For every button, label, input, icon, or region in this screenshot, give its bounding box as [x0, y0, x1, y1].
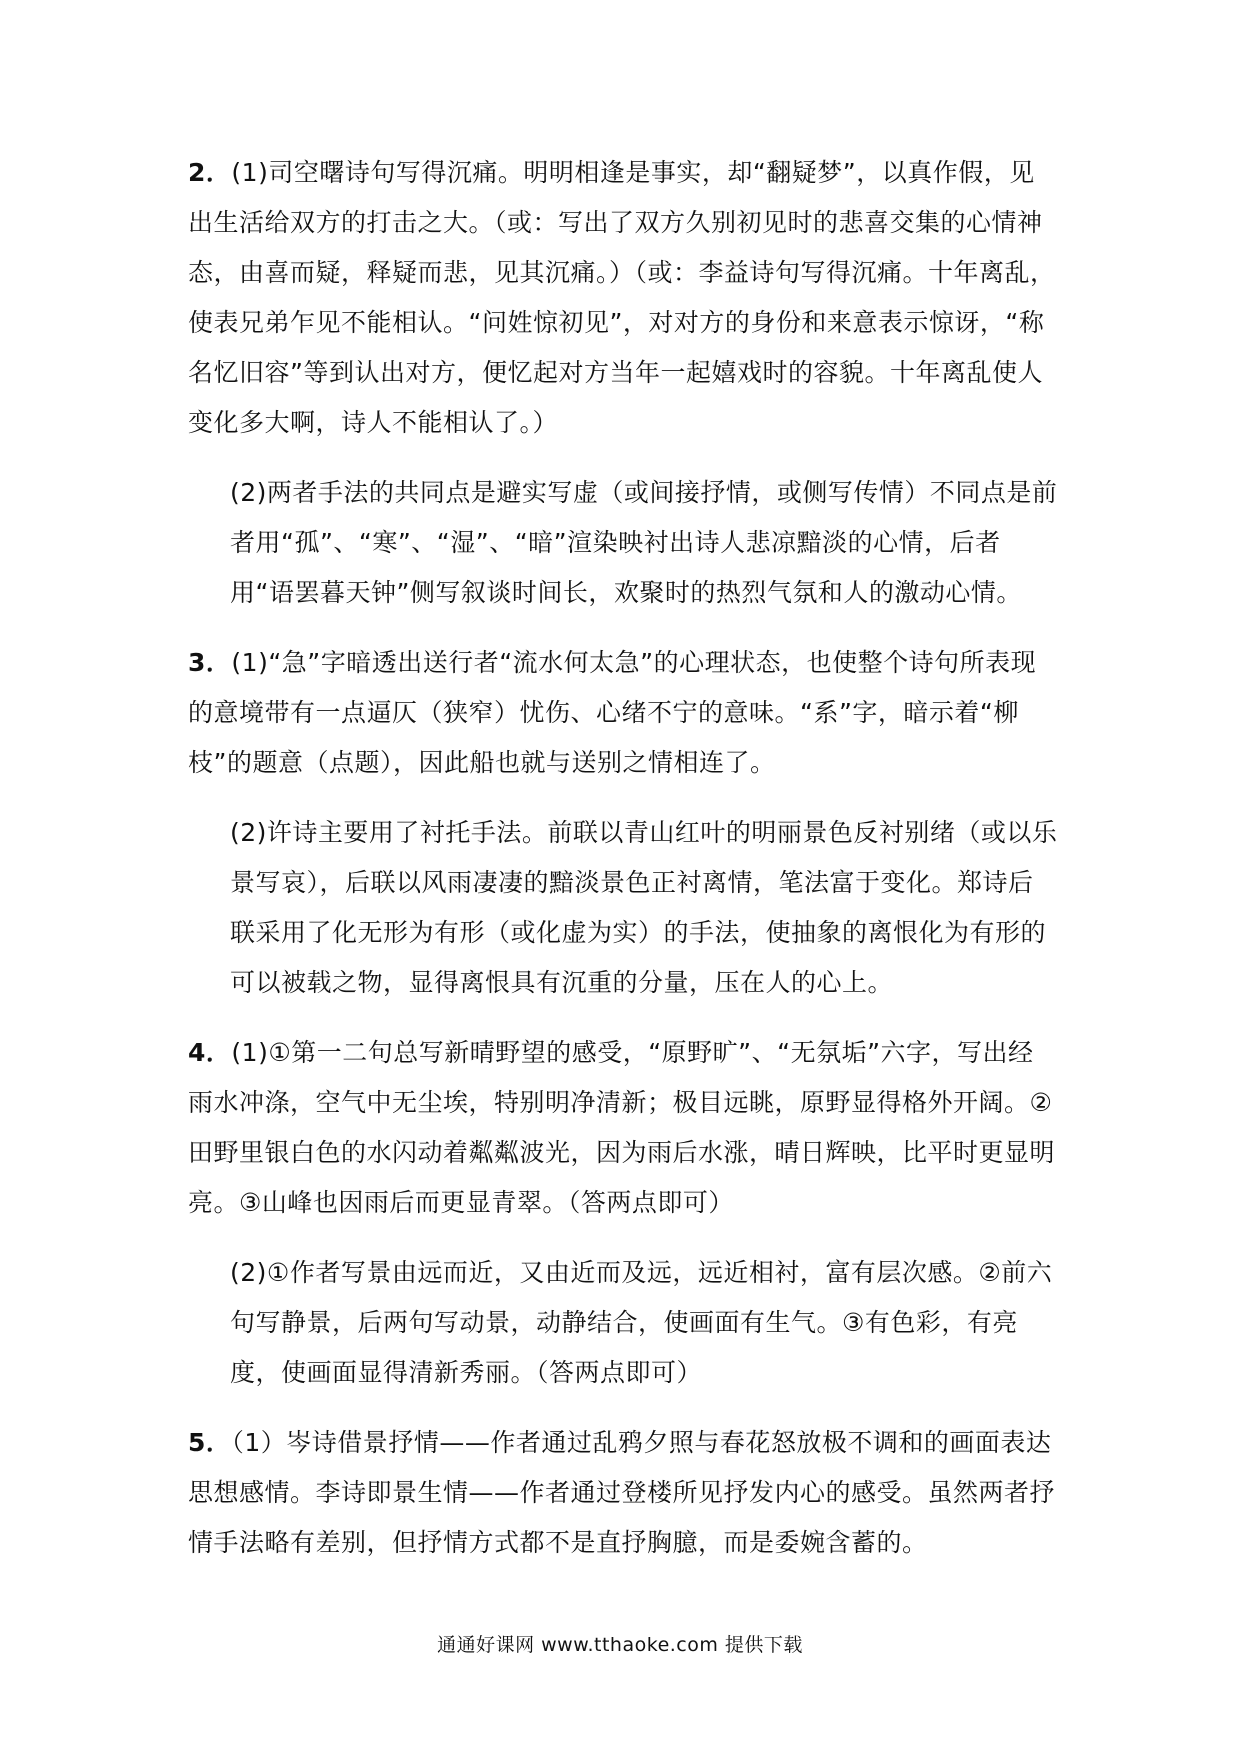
answer-5-number: 5． [188, 1428, 232, 1457]
answer-4-part-1-text: (1)①第一二句总写新晴野望的感受，“原野旷”、“无氛垢”六字，写出经雨水冲涤，空气中无尘埃，特别明净清新；极目远眺，原野显得格外开阔。②田野里银白色的水闪动着粼粼波光，因为雨后水涨，晴日辉映，比平时更显明亮。③山峰也因雨后而更显青翠。（答两点即可） [188, 1038, 1056, 1217]
answer-4-number: 4． [188, 1038, 232, 1067]
answer-2-part-1-text: (1)司空曙诗句写得沉痛。明明相逢是事实，却“翻疑梦”，以真作假，见出生活给双方的打击之大。（或：写出了双方久别初见时的悲喜交集的心情神态，由喜而疑，释疑而悲，见其沉痛。）（或：李益诗句写得沉痛。十年离乱，使表兄弟乍见不能相认。“问姓惊初见”，对对方的身份和来意表示惊讶，“称名忆旧容”等到认出对方，便忆起对方当年一起嬉戏时的容貌。十年离乱使人变化多大啊，诗人不能相认了。） [188, 158, 1056, 437]
answer-5-part-1 [188, 1418, 1058, 1568]
answer-3-part-2: (2)许诗主要用了衬托手法。前联以青山红叶的明丽景色反衬别绪（或以乐景写哀），后联以风雨凄凄的黯淡景色正衬离情，笔法富于变化。郑诗后联采用了化无形为有形（或化虚为实）的手法，使抽象的离恨化为有形的可以被载之物，显得离恨具有沉重的分量，压在人的心上。 [230, 818, 1058, 997]
answer-2-part-2: (2)两者手法的共同点是避实写虚（或间接抒情，或侧写传情）不同点是前者用“孤”、“寒”、“湿”、“暗”渲染映衬出诗人悲凉黯淡的心情，后者用“语罢暮天钟”侧写叙谈时间长，欢聚时的热烈气氛和人的激动心情。 [230, 478, 1058, 607]
answer-4-part-2: (2)①作者写景由远而近，又由近而及远，远近相衬，富有层次感。②前六句写静景，后两句写动景，动静结合，使画面有生气。③有色彩，有亮度，使画面显得清新秀丽。（答两点即可） [230, 1258, 1053, 1387]
answer-2-number: 2． [188, 158, 232, 187]
footer-download-notice: 通通好课网 www.tthaoke.com 提供下载 [437, 1634, 803, 1656]
answer-4-part-1 [188, 1028, 1058, 1228]
answer-5-part-1-text: （1）岑诗借景抒情——作者通过乱鸦夕照与春花怒放极不调和的画面表达思想感情。李诗即景生情——作者通过登楼所见抒发内心的感受。虽然两者抒情手法略有差别，但抒情方式都不是直抒胸臆，而是委婉含蓄的。 [188, 1428, 1056, 1557]
answer-3-number: 3． [188, 648, 232, 677]
answer-2-part-1 [188, 148, 1058, 448]
answer-3-part-1 [188, 638, 1058, 788]
answer-content [188, 148, 1058, 1568]
answer-3-part-1-text: (1)“急”字暗透出送行者“流水何太急”的心理状态，也使整个诗句所表现的意境带有一点逼仄（狭窄）忧伤、心绪不宁的意味。“系”字，暗示着“柳枝”的题意（点题），因此船也就与送别之情相连了。 [188, 648, 1037, 777]
